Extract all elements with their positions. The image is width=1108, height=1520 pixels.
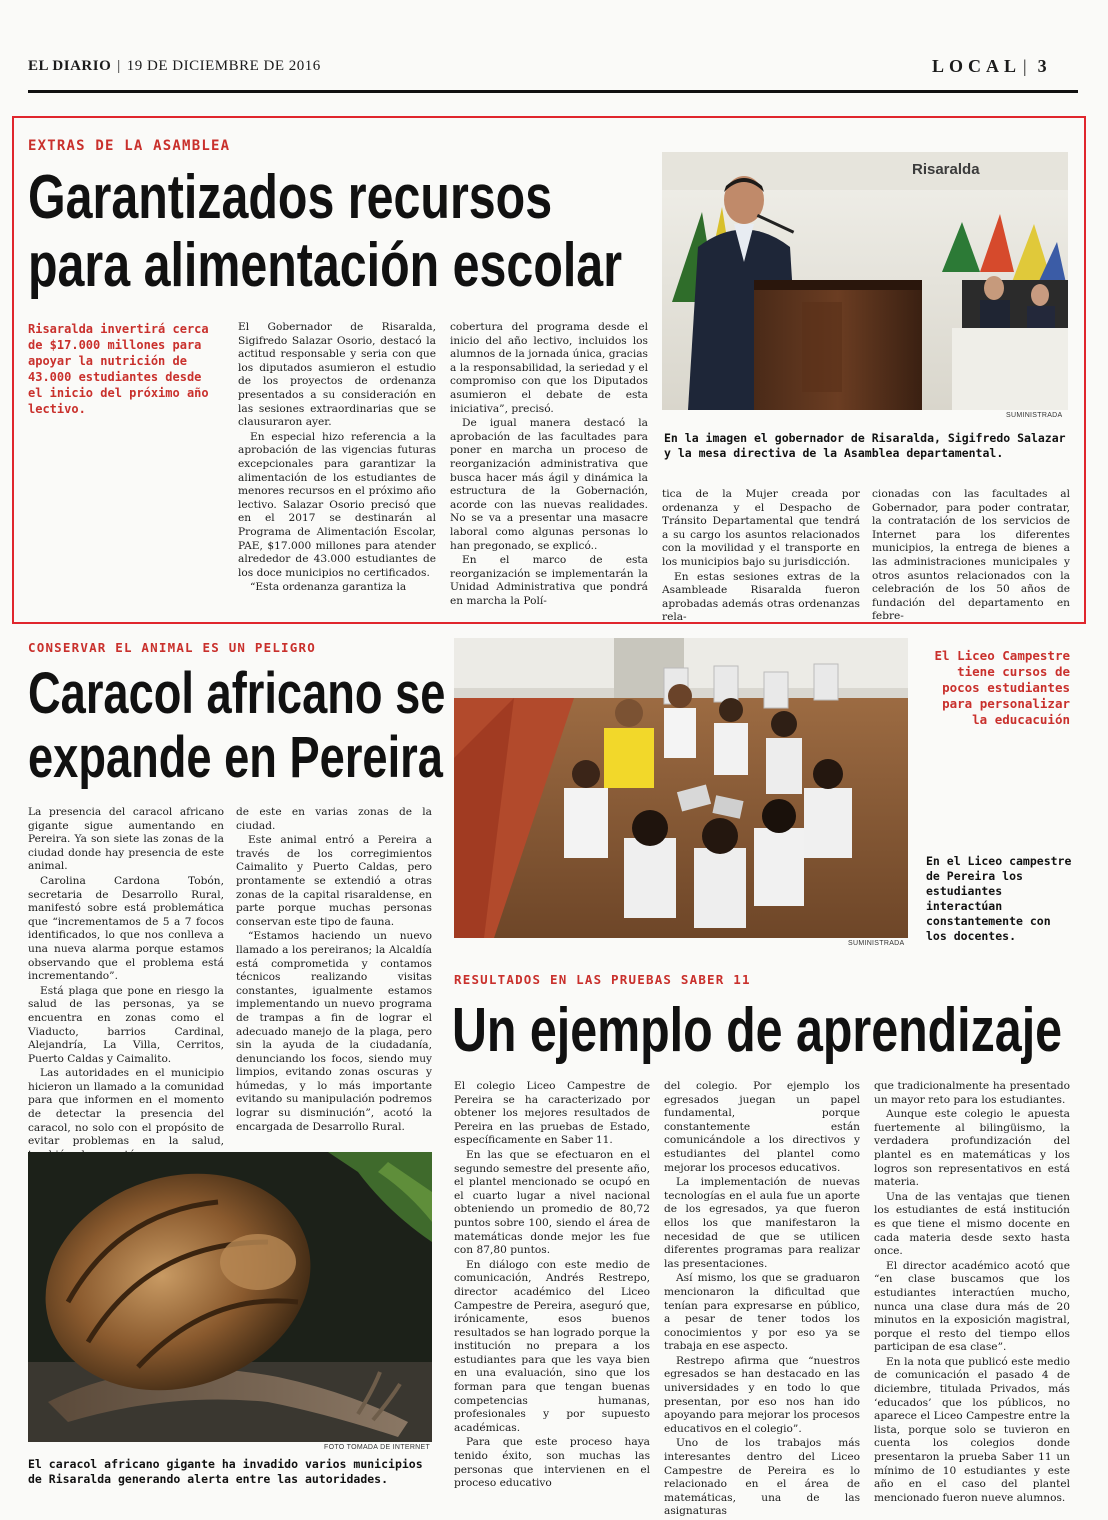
paragraph: Las autoridades en el municipio hicieron un llamado a la comunidad para que informen en el momento de detectar la presencia del caracol, no solo con el propósito de evitar problemas en la salud,: [28, 1067, 224, 1148]
story2-headline-line1: Caracol africano se: [28, 661, 446, 726]
story1-column-1: [238, 321, 436, 596]
paragraph: “Esta ordenanza garantiza la: [250, 581, 407, 594]
paragraph: Así mismo, los que se graduaron mencionaron la dificultad que tenían para expresarse en público, a pesar de tener todos los conocimientos y por eso ya se trabaja en ese aspecto.: [664, 1272, 860, 1353]
issue-date: 19 DE DICIEMBRE DE 2016: [126, 58, 321, 74]
students-photo: [454, 638, 908, 938]
paragraph: Uno de los trabajos más interesantes dentro del Liceo Campestre de Pereira es lo relacionado en el área de matemáticas, una de las asignaturas: [664, 1437, 860, 1518]
paragraph: que tradicionalmente ha presentado un mayor reto para los estudiantes.: [874, 1080, 1070, 1106]
story1-photo-credit: SUMINISTRADA: [1006, 412, 1063, 419]
paragraph: Este animal entró a Pereira a través de los corregimientos Caimalito y Puerto Caldas, pero prontamente se extendió a otras zonas de la capital risaraldense, en parte porque muchas personas conservan este tipo de fauna.: [236, 834, 432, 928]
story1-column-4: [872, 488, 1070, 625]
paragraph: “Estamos haciendo un nuevo llamado a los pereiranos; la Alcaldía está comprometida y contamos técnicos realizando visitas constantes, igualmente estamos implementando un nuevo programa de trampas a fin de lograr el adecuado manejo de la plaga, pero sin la ayuda de la ciudadanía, denunciando los focos, siendo muy limpios, evitando zonas oscuras y húmedas, y lo más importante evitando su manipulación podremos lograr su disminución”, acotó la encargada de Desarrollo Rural.: [236, 930, 432, 1133]
story2-headline: [28, 662, 445, 790]
story1-headline-line2: para alimentación escolar: [28, 231, 623, 300]
masthead-folio: [28, 58, 321, 75]
paragraph: En estas sesiones extras de la Asambleade Risaralda fueron aprobadas además otras ordenanzas rela-: [662, 570, 860, 624]
paragraph: En el marco de esta reorganización se implementarán la Unidad Administrativa que pondrá en marcha la Polí-: [450, 554, 648, 607]
paragraph: De igual manera destacó la aprobación de las facultades para poner en marcha un proceso de reorganización administrativa que busca hacer más ágil y dinámica la estructura de la Gobernación, acorde con las nuevas realidades. No se va a presentar una masacre laboral como algunas personas lo han pregonado, se explicó..: [450, 417, 648, 552]
paragraph: del colegio. Por ejemplo los egresados juegan un papel fundamental, porque constantemente están comunicándole a los directivos y estudiantes del plantel como mejorar los procesos educativos.: [664, 1080, 860, 1174]
section-name: LOCAL: [932, 56, 1022, 76]
paragraph: El director académico acotó que “en clase buscamos que los estudiantes interactúen mucho, nunca una clase dura más de 20 minutos en la exposición magistral, porque el resto del tiempo ellos participan de esa clase”.: [874, 1259, 1070, 1354]
snail-photo: [28, 1152, 432, 1442]
paragraph: Para que este proceso haya tenido éxito, son muchas las personas que intervienen en el proceso educativo: [454, 1436, 650, 1490]
story1-lead: Risaralda invertirá cerca de $17.000 millones para apoyar la nutrición de 43.000 estudiantes desde el inicio del próximo año lectivo.: [28, 322, 209, 416]
story1-headline: [28, 164, 622, 300]
story1-column-3: [662, 488, 860, 626]
paragraph: de este en varias zonas de la ciudad.: [236, 806, 432, 832]
paragraph: Carolina Cardona Tobón, secretaria de Desarrollo Rural, manifestó sobre está problemática que “incrementamos de 5 a 7 focos identificados, lo que nos conlleva a una nueva alarma porque estamos observando que el problema está incrementando”.: [28, 874, 224, 983]
story1-column-2: [450, 321, 648, 609]
paragraph: Restrepo afirma que “nuestros egresados se han destacado en las universidades y en todo lo que presentan, por eso nos han ido apoyando para mejorar los procesos educativos en el colegio”.: [664, 1354, 860, 1435]
section-separator: |: [1023, 56, 1032, 76]
story2-photo-caption: El caracol africano gigante ha invadido varios municipios de Risaralda generando alerta entre las autoridades.: [28, 1457, 423, 1486]
paragraph: En especial hizo referencia a la aprobación de las vigencias futuras excepcionales para garantizar la alimentación de los estudiantes de menores recursos en el próximo año lectivo. Salazar Osorio precisó que en el 2017 se destinarán al Programa de Alimentación Escolar, PAE, $17.000 millones para atender alrededor de 43.000 estudiantes de los doce municipios no certificados.: [238, 430, 436, 579]
paragraph: Está plaga que pone en riesgo la salud de las personas, ya se encuentra en zonas como el Viaducto, barrios Cardinal, Alejandría, La Villa, Cerritos, Puerto Caldas y Caimalito.: [28, 984, 224, 1065]
story3-column-3: [874, 1080, 1070, 1506]
paragraph: Una de las ventajas que tienen los estudiantes de está institución es que tiene el mismo docente en cada materia desde sexto hasta once.: [874, 1190, 1070, 1258]
paragraph: Aunque este colegio le apuesta fuertemente al bilingüismo, la verdadera profundización del plantel es en matemáticas y los logros son representativos en está materia.: [874, 1108, 1070, 1189]
story1-kicker: EXTRAS DE LA ASAMBLEA: [28, 138, 231, 154]
story2-headline-line2: expande en Pereira: [28, 725, 443, 790]
paragraph: En diálogo con este medio de comunicación, Andrés Restrepo, director académico del Liceo Campestre de Pereira, aseguró que, irónicamente, esos buenos resultados se han logrado porque la institución no prepara a los estudiantes para que les vaya bien en una evaluación, sino que los forman para que tengan buenas competencias humanas, profesionales y por supuesto académicas.: [454, 1258, 650, 1434]
story1-headline-line1: Garantizados recursos: [28, 163, 553, 232]
masthead-rule: [28, 90, 1078, 93]
photo-sign-text: Risaralda: [912, 161, 980, 178]
story2-kicker: CONSERVAR EL ANIMAL ES UN PELIGRO: [28, 640, 316, 655]
story3-photo-credit: SUMINISTRADA: [848, 940, 905, 947]
story2-photo-credit: FOTO TOMADA DE INTERNET: [324, 1444, 431, 1451]
story3-column-1: [454, 1080, 650, 1492]
story3-photo-caption: En el Liceo campestre de Pereira los estudiantes interactúan constantemente con los docentes.: [926, 854, 1072, 943]
page-section: [932, 56, 1052, 77]
story3-kicker: RESULTADOS EN LAS PRUEBAS SABER 11: [454, 972, 751, 987]
paragraph: cobertura del programa desde el inicio del año lectivo, incluidos los alumnos de la jornada única, gracias a la responsabilidad, la seriedad y el compromiso con que los Diputados asumieron el debate de esta iniciativa”, precisó.: [450, 321, 648, 415]
paragraph: La implementación de nuevas tecnologías en el aula fue un aporte de los egresados, ya que fueron ellos los que manifestaron la necesidad de que se utilicen diferentes programas para realizar las presentaciones.: [664, 1176, 860, 1270]
paragraph: El Gobernador de Risaralda, Sigifredo Salazar Osorio, destacó la actitud responsable y seria con que los diputados asumieron el estudio de los proyectos de ordenanza presentados a su consideración en las sesiones extraordinarias que se clausuraron ayer.: [238, 321, 436, 429]
paragraph: En las que se efectuaron en el segundo semestre del presente año, el plantel mencionado se ocupó en el cuarto lugar a nivel nacional obteniendo un promedio de 80,72 puntos sobre 100, siendo el área de matemáticas donde mejor les fue con 87,80 puntos.: [454, 1148, 650, 1257]
story1-photo-caption: En la imagen el gobernador de Risaralda, Sigifredo Salazar y la mesa directiva de la Asamblea departamental.: [664, 431, 1066, 460]
story3-column-2: [664, 1080, 860, 1520]
story3-side-lead: El Liceo Campestre tiene cursos de pocos estudiantes para personalizar la educacuión: [934, 648, 1070, 727]
story3-headline: Un ejemplo de aprendizaje: [452, 996, 1063, 1065]
paragraph: La presencia del caracol africano gigante sigue aumentando en Pereira. Ya son siete las zonas de la ciudad donde hay presencia de este animal.: [28, 806, 224, 873]
governor-photo: [662, 152, 1068, 410]
paper-name: EL DIARIO: [28, 58, 112, 74]
paragraph: En la nota que publicó este medio de comunicación el pasado 4 de diciembre, titulada Privados, más ‘educados’ que los públicos, no aparece el Liceo Campestre entre la lista, porque solo se tuvieron en cuenta los colegios donde presentaron la prueba Saber 11 un mínimo de 10 estudiantes y este año en el caso del plantel mencionado fueron nueve alumnos.: [874, 1355, 1070, 1504]
story2-column-1: [28, 806, 224, 1163]
paragraph: cionadas con las facultades al Gobernador, para poder contratar, la contratación de los servicios de Internet para los diferentes municipios, la entrega de bienes a las administraciones municipales y otros asuntos relacionados con la celebración de los 50 años de fundación del departamento en febre-: [872, 488, 1070, 623]
paragraph: El colegio Liceo Campestre de Pereira se ha caracterizado por obtener los mejores resultados de Pereira en las pruebas de Estado, específicamente en Saber 11.: [454, 1080, 650, 1147]
paragraph: tica de la Mujer creada por ordenanza y el Despacho de Tránsito Departamental que tendrá a su cargo los asuntos relacionados con la movilidad y el transporte en los municipios bajo su jurisdicción.: [662, 488, 860, 568]
folio-separator: |: [117, 58, 121, 74]
page-number: 3: [1037, 56, 1052, 76]
story2-column-2: [236, 806, 432, 1135]
